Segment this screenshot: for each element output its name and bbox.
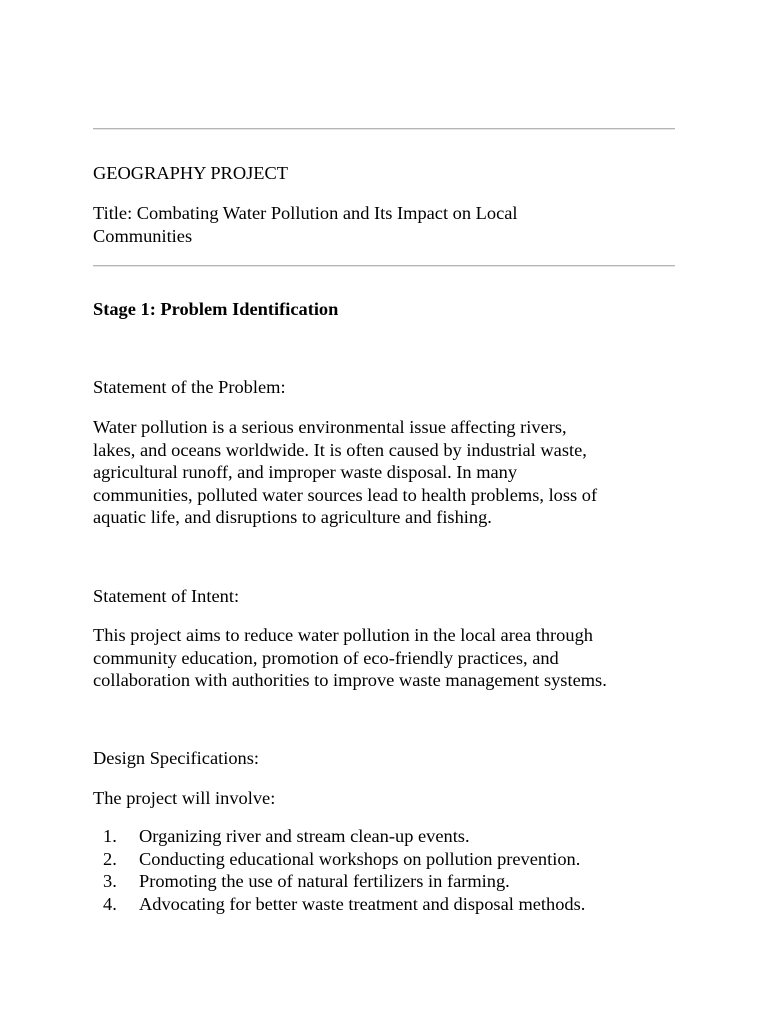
title-divider [93, 265, 675, 267]
document-title [93, 202, 677, 247]
list-item-number: 2. [103, 848, 117, 869]
list-item [93, 848, 585, 871]
problem-label: Statement of the Problem: [93, 377, 286, 397]
intent-statement [93, 624, 677, 692]
top-divider [93, 128, 675, 130]
intent-label: Statement of Intent: [93, 586, 240, 606]
problem-line: lakes, and oceans worldwide. It is often caused by industrial waste, [93, 439, 587, 460]
problem-line: Water pollution is a serious environmental issue affecting rivers, [93, 417, 567, 437]
list-item-text: Conducting educational workshops on pollution prevention. [139, 848, 581, 869]
design-list [93, 825, 585, 915]
document-heading: GEOGRAPHY PROJECT [93, 163, 288, 183]
title-line: Communities [93, 225, 193, 246]
problem-line: communities, polluted water sources lead to health problems, loss of [93, 484, 598, 505]
list-item-number: 3. [103, 871, 117, 892]
list-item-number: 4. [103, 893, 117, 914]
list-item [93, 870, 585, 893]
stage-heading: Stage 1: Problem Identification [93, 299, 339, 319]
list-item-text: Advocating for better waste treatment and disposal methods. [139, 893, 586, 914]
intent-line: community education, promotion of eco-friendly practices, and [93, 647, 559, 668]
title-line: Title: Combating Water Pollution and Its Impact on Local [93, 203, 518, 223]
list-item-text: Organizing river and stream clean-up events. [139, 826, 470, 846]
design-intro: The project will involve: [93, 788, 276, 808]
list-item [93, 893, 585, 916]
problem-line: aquatic life, and disruptions to agriculture and fishing. [93, 507, 492, 528]
intent-line: This project aims to reduce water pollution in the local area through [93, 625, 593, 645]
list-item-text: Promoting the use of natural fertilizers in farming. [139, 871, 510, 892]
list-item-number: 1. [103, 826, 117, 846]
list-item [93, 825, 585, 848]
problem-line: agricultural runoff, and improper waste disposal. In many [93, 462, 518, 483]
design-label: Design Specifications: [93, 748, 259, 768]
problem-statement [93, 416, 677, 529]
intent-line: collaboration with authorities to improve waste management systems. [93, 670, 607, 691]
